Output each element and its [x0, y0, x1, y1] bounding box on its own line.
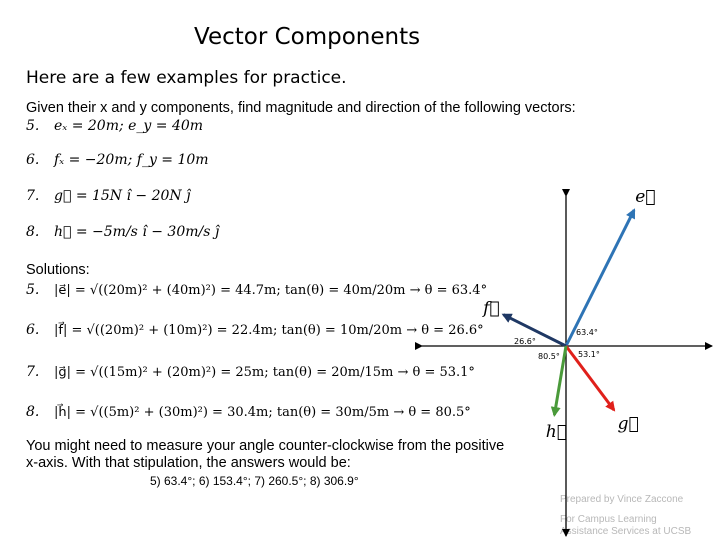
- slide-title: Vector Components: [194, 24, 421, 50]
- problem-number: 6.: [26, 152, 40, 168]
- solutions-heading: Solutions:: [26, 262, 90, 278]
- angle-label: 53.1°: [578, 350, 600, 359]
- solution-number: 8.: [26, 404, 40, 420]
- vector-label: f⃗: [483, 298, 500, 319]
- credit-line: Assistance Services at UCSB: [560, 526, 692, 537]
- vector-arrow: [566, 210, 634, 346]
- angle-label: 63.4°: [576, 328, 598, 337]
- problem-text: eₓ = 20m; e_y = 40m: [54, 118, 204, 134]
- credit-line: Prepared by Vince Zaccone: [560, 494, 684, 505]
- problem-text: fₓ = −20m; f_y = 10m: [54, 152, 209, 168]
- solution-text: |f⃗| = √((20m)² + (10m)²) = 22.4m; tan(θ) = 10m/20m → θ = 26.6°: [54, 323, 484, 338]
- angle-note: You might need to measure your angle counter-clockwise from the positive x-axis. With that stipulation, the answers would be:: [26, 438, 505, 471]
- angle-label: 26.6°: [514, 337, 536, 346]
- solution-number: 6.: [26, 322, 40, 338]
- problem-number: 7.: [26, 188, 40, 204]
- problem-text: g⃗ = 15N î − 20N ĵ: [54, 188, 191, 204]
- vector-label: g⃗: [617, 413, 639, 434]
- problem-number: 8.: [26, 224, 40, 240]
- solution-number: 7.: [26, 364, 40, 380]
- angle-label: 80.5°: [538, 352, 560, 361]
- credit-line: For Campus Learning: [560, 514, 657, 525]
- solution-number: 5.: [26, 282, 40, 298]
- answers-line: 5) 63.4°; 6) 153.4°; 7) 260.5°; 8) 306.9°: [150, 474, 359, 488]
- solution-text: |h⃗| = √((5m)² + (30m)²) = 30.4m; tan(θ) = 30m/5m → θ = 80.5°: [54, 405, 471, 420]
- vector-label: e⃗: [635, 186, 656, 207]
- solution-text: |g⃗| = √((15m)² + (20m)²) = 25m; tan(θ) = 20m/15m → θ = 53.1°: [54, 365, 475, 380]
- solution-text: |e⃗| = √((20m)² + (40m)²) = 44.7m; tan(θ) = 40m/20m → θ = 63.4°: [54, 283, 488, 298]
- instructions-text: Given their x and y components, find magnitude and direction of the following vectors:: [26, 100, 576, 116]
- problem-text: h⃗ = −5m/s î − 30m/s ĵ: [54, 224, 220, 240]
- vector-label: h⃗: [545, 421, 567, 442]
- intro-text: Here are a few examples for practice.: [26, 68, 347, 88]
- vector-layer: [481, 187, 655, 442]
- coordinate-axes: [422, 196, 712, 536]
- problem-number: 5.: [26, 118, 40, 134]
